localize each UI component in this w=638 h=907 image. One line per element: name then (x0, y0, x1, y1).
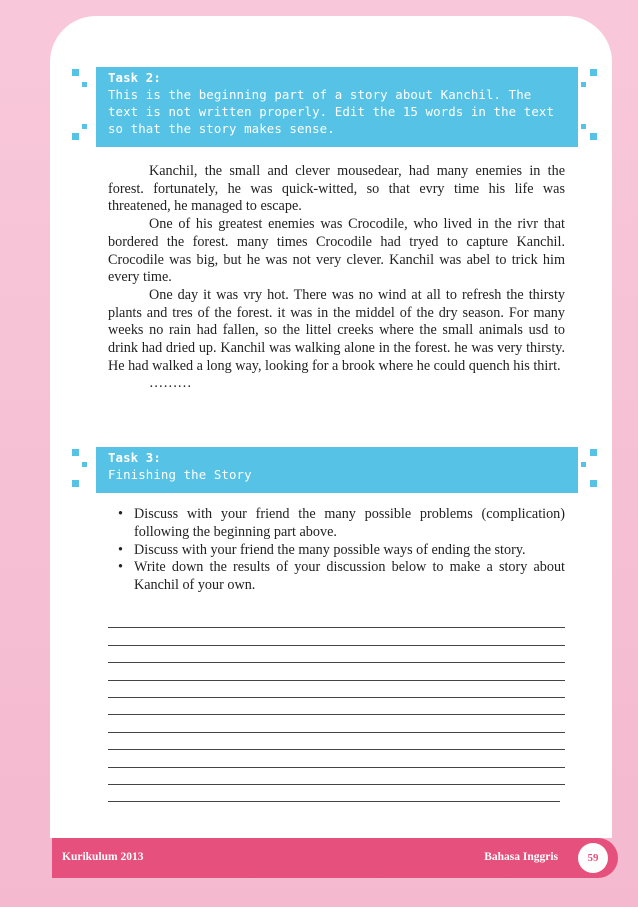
writing-line[interactable] (108, 681, 565, 698)
banner-decoration (581, 82, 586, 87)
story-paragraph: One of his greatest enemies was Crocodile, who lived in the rivr that bordered the forest. many times Crocodile had tryed to capture Kanchil. Crocodile was big, but he was not very clever. Kanchil was abel to trick him every time. (108, 216, 565, 286)
subject-label: Bahasa Inggris (484, 851, 558, 863)
bullet-item: • Write down the results of your discussion below to make a story about Kanchil of your own. (116, 559, 565, 595)
banner-decoration (72, 69, 79, 76)
bullet-item: • Discuss with your friend the many possible ways of ending the story. (116, 542, 565, 560)
banner-decoration (72, 449, 79, 456)
writing-line[interactable] (108, 628, 565, 645)
banner-decoration (82, 82, 87, 87)
writing-line[interactable] (108, 611, 565, 628)
story-paragraph: One day it was vry hot. There was no wind at all to refresh the thirsty plants and tres of the forest. it was in the middel of the dry season. For many weeks no rain had fallen, so the littel creeks where the small animals usd to drink had dried up. Kanchil was walking alone in the forest. he was very thirsty. He had walked a long way, looking for a brook where he could quench his thirt. (108, 286, 565, 374)
writing-line[interactable] (108, 698, 565, 715)
writing-line[interactable] (108, 750, 565, 767)
curriculum-label: Kurikulum 2013 (62, 851, 144, 863)
story-text (108, 163, 565, 393)
banner-decoration (590, 69, 597, 76)
story-ellipsis: ……… (149, 375, 192, 392)
writing-line[interactable] (108, 785, 560, 802)
bullet-item: • Discuss with your friend the many possible problems (complication) following the beginning part above. (116, 506, 565, 542)
banner-decoration (72, 133, 79, 140)
banner-decoration (72, 480, 79, 487)
banner-decoration (82, 124, 87, 129)
banner-decoration (590, 480, 597, 487)
writing-line[interactable] (108, 663, 565, 680)
task2-banner (96, 67, 578, 147)
task2-title: Task 2: (108, 70, 161, 85)
writing-line[interactable] (108, 733, 565, 750)
task3-bullet-list (116, 506, 565, 595)
writing-line[interactable] (108, 768, 565, 785)
writing-line[interactable] (108, 715, 565, 732)
banner-decoration (581, 124, 586, 129)
banner-decoration (82, 462, 87, 467)
page-number: 59 (578, 843, 608, 873)
story-paragraph: Kanchil, the small and clever mousedear, had many enemies in the forest. fortunately, he was quick-witted, so that evry time his life was threatened, he managed to escape. (108, 163, 565, 215)
writing-lines[interactable] (108, 611, 565, 802)
task2-instruction: This is the beginning part of a story about Kanchil. The text is not written properly. Edit the 15 words in the text so that the story makes sense. (108, 87, 555, 136)
task3-title: Task 3: (108, 450, 161, 465)
banner-decoration (590, 449, 597, 456)
task3-banner (96, 447, 578, 493)
page-footer (52, 838, 618, 878)
banner-decoration (581, 462, 586, 467)
banner-decoration (590, 133, 597, 140)
task3-subtitle: Finishing the Story (108, 467, 252, 482)
writing-line[interactable] (108, 646, 565, 663)
